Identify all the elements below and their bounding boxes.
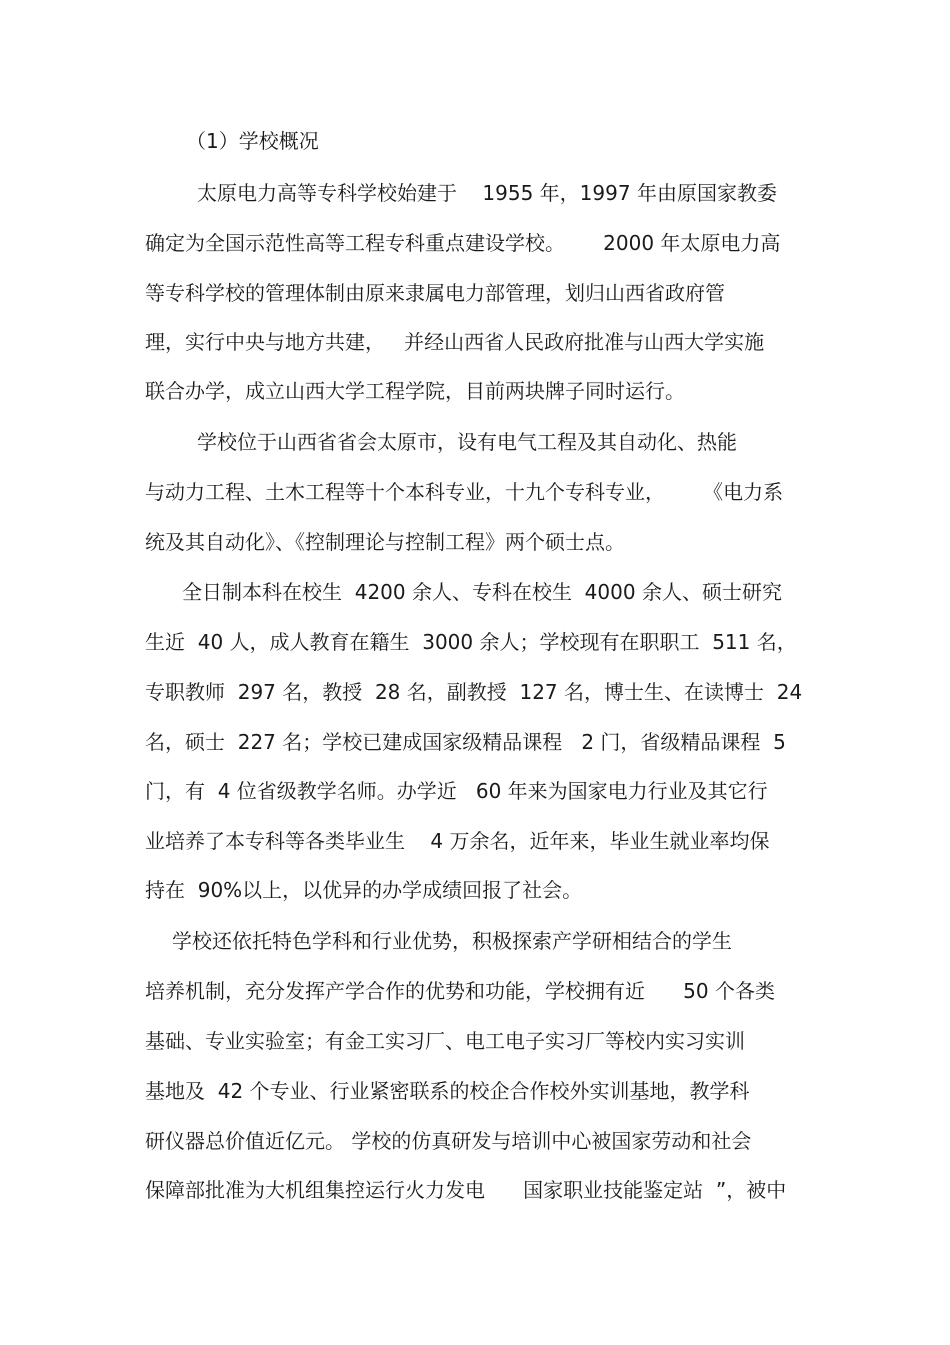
text-line: 与动力工程、土木工程等十个本科专业，十九个专科专业， 《电力系 [145,480,784,504]
text-line: 统及其自动化》、《控制理论与控制工程》两个硕士点。 [145,530,625,554]
text-line: 基地及 42 个专业、行业紧密联系的校企合作校外实训基地，教学科 [145,1079,750,1103]
text-line: 确定为全国示范性高等工程专科重点建设学校。 2000 年太原电力高 [145,231,781,255]
text-line: 专职教师 297 名，教授 28 名，副教授 127 名，博士生、在读博士 24 [145,680,803,704]
text-line: 等专科学校的管理体制由原来隶属电力部管理，划归山西省政府管 [145,281,725,305]
text-line: 学校位于山西省省会太原市，设有电气工程及其自动化、热能 [197,430,737,454]
text-line: 研仪器总价值近亿元。 学校的仿真研发与培训中心被国家劳动和社会 [145,1129,752,1153]
text-line: 业培养了本专科等各类毕业生 4 万余名，近年来，毕业生就业率均保 [145,829,770,853]
text-line: 联合办学，成立山西大学工程学院，目前两块牌子同时运行。 [145,379,685,403]
text-line: 持在 90%以上，以优异的办学成绩回报了社会。 [145,878,583,902]
text-line: 门，有 4 位省级教学名师。办学近 60 年来为国家电力行业及其它行 [145,779,768,803]
text-line: 太原电力高等专科学校始建于 1955 年，1997 年由原国家教委 [197,181,777,205]
text-line: 基础、专业实验室；有金工实习厂、电工电子实习厂等校内实习实训 [145,1029,745,1053]
text-line: 全日制本科在校生 4200 余人、专科在校生 4000 余人、硕士研究 [182,580,782,604]
text-line: 理，实行中央与地方共建， 并经山西省人民政府批准与山西大学实施 [145,330,765,354]
text-line: 保障部批准为大机组集控运行火力发电 国家职业技能鉴定站 ”，被中 [145,1178,787,1202]
text-line: 培养机制，充分发挥产学合作的优势和功能，学校拥有近 50 个各类 [145,979,775,1003]
text-line: 生近 40 人，成人教育在籍生 3000 余人；学校现有在职职工 511 名， [145,630,797,654]
section-heading: （1）学校概况 [186,129,319,153]
text-line: 学校还依托特色学科和行业优势，积极探索产学研相结合的学生 [172,929,732,953]
text-line: 名，硕士 227 名；学校已建成国家级精品课程 2 门，省级精品课程 5 [145,730,786,754]
